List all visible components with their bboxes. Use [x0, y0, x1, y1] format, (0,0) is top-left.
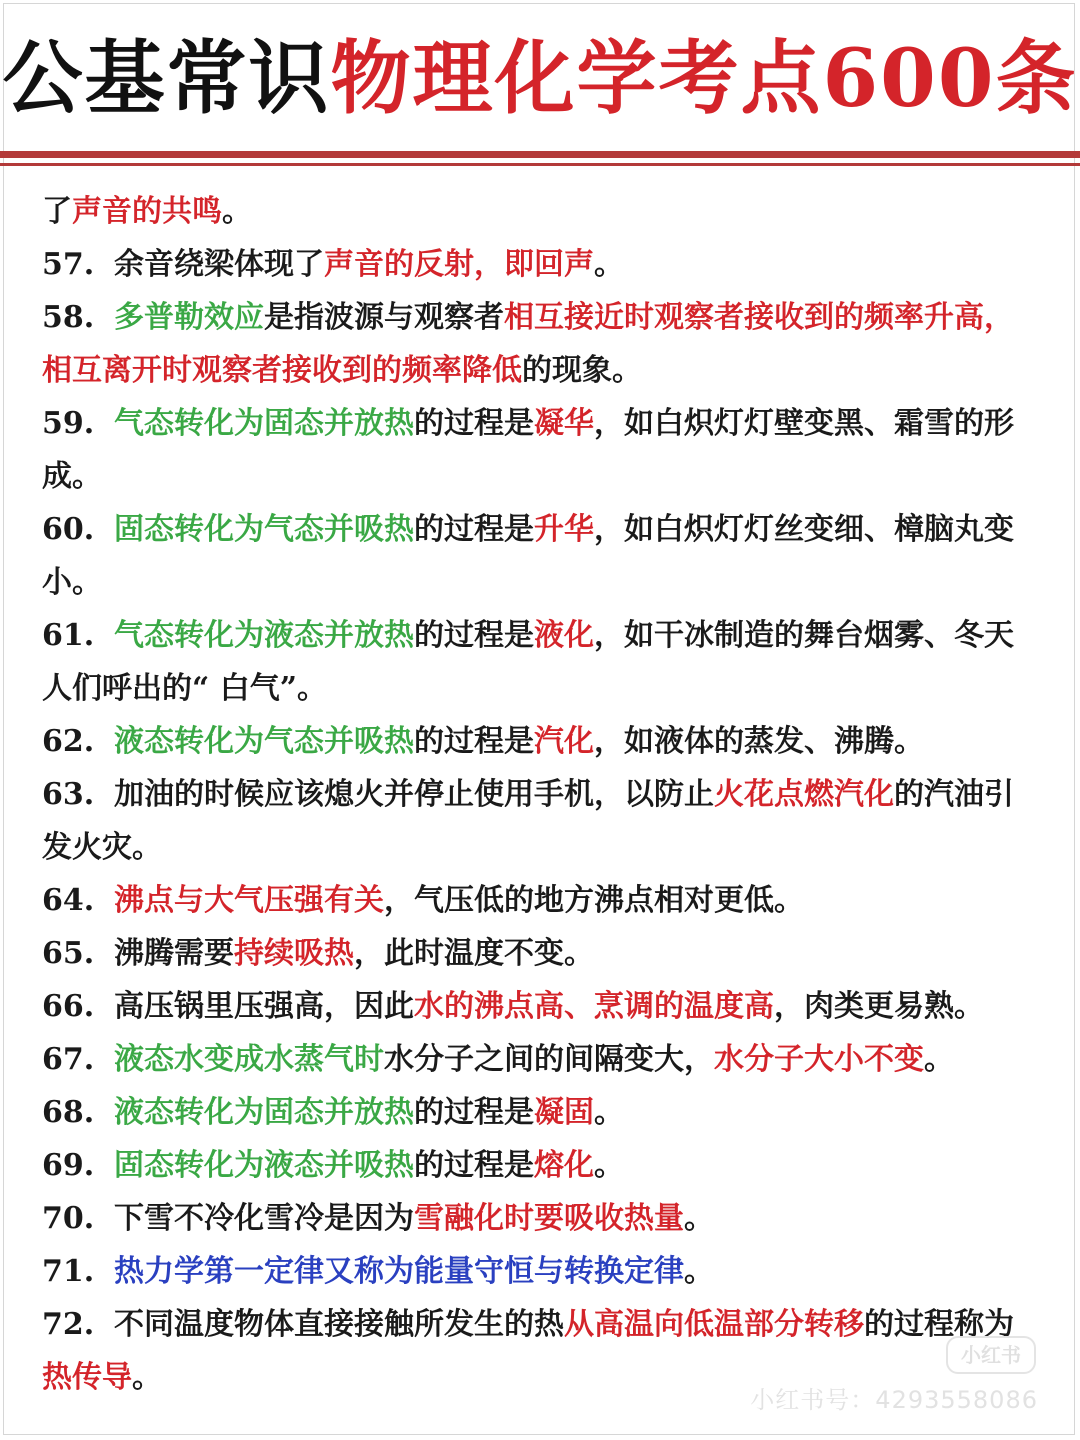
highlight-green: 液态转化为气态并吸热: [114, 724, 414, 759]
highlight-red: 水分子大小不变: [714, 1042, 924, 1077]
highlight-red: 沸点与大气压强有关: [114, 883, 384, 918]
list-item: [42, 768, 1042, 874]
item-number: 65.: [42, 936, 95, 971]
highlight-red: 升华: [534, 512, 594, 547]
item-text: 的过程是: [414, 724, 534, 759]
item-number: 63.: [42, 777, 95, 812]
highlight-green: 固态转化为液态并吸热: [114, 1148, 414, 1183]
item-text: 的过程是: [414, 618, 534, 653]
item-text: 的汽油引发火灾。: [42, 777, 1014, 865]
highlight-red: 火花点燃汽化: [714, 777, 894, 812]
item-number: 60.: [42, 512, 95, 547]
item-text: 的现象。: [522, 353, 642, 388]
item-text: 加油的时候应该熄火并停止使用手机，以防止: [114, 777, 714, 812]
list-item: [42, 609, 1042, 715]
item-text: 的过程是: [414, 1148, 534, 1183]
content-list: [42, 185, 1042, 1404]
item-text: 沸腾需要: [114, 936, 234, 971]
item-number: 62.: [42, 724, 95, 759]
item-text: 。: [594, 1095, 624, 1130]
highlight-green: 气态转化为固态并放热: [114, 406, 414, 441]
item-text: 。: [132, 1360, 162, 1395]
list-item: [42, 927, 1042, 980]
item-number: 58.: [42, 300, 95, 335]
item-text: 。: [684, 1254, 714, 1289]
highlight-red: 汽化: [534, 724, 594, 759]
list-item: [42, 1192, 1042, 1245]
highlight-red: 凝华: [534, 406, 594, 441]
highlight-red: 相互接近时观察者接收到的频率升高，相互离开时观察者接收到的频率降低: [42, 300, 1014, 388]
item-text: 了: [42, 194, 72, 229]
highlight-green: 固态转化为气态并吸热: [114, 512, 414, 547]
highlight-red: 声音的共鸣: [72, 194, 222, 229]
watermark-logo: 小红书: [946, 1336, 1036, 1374]
item-text: 。: [594, 247, 624, 282]
list-item: [42, 291, 1042, 397]
item-number: 70.: [42, 1201, 95, 1236]
highlight-red: 凝固: [534, 1095, 594, 1130]
list-item: [42, 980, 1042, 1033]
header-divider-thin: [0, 163, 1080, 166]
item-text: 的过程是: [414, 512, 534, 547]
list-item: [42, 238, 1042, 291]
highlight-green: 多普勒效应: [114, 300, 264, 335]
list-item: [42, 874, 1042, 927]
header: [0, 0, 1080, 150]
title-part-red: 物理化学考点600条: [330, 31, 1078, 125]
item-number: 71.: [42, 1254, 95, 1289]
item-text: 是指波源与观察者: [264, 300, 504, 335]
watermark-id: 小红书号：4293558086: [750, 1386, 1038, 1414]
highlight-green: 液态转化为固态并放热: [114, 1095, 414, 1130]
item-number: 72.: [42, 1307, 95, 1342]
highlight-green: 液态水变成水蒸气时: [114, 1042, 384, 1077]
item-text: ，肉类更易熟。: [774, 989, 984, 1024]
item-text: 的过程是: [414, 1095, 534, 1130]
highlight-red: 从高温向低温部分转移: [564, 1307, 864, 1342]
list-item: [42, 1033, 1042, 1086]
item-number: 64.: [42, 883, 95, 918]
item-text: 。: [684, 1201, 714, 1236]
highlight-red: 雪融化时要吸收热量: [414, 1201, 684, 1236]
item-number: 67.: [42, 1042, 95, 1077]
list-item: [42, 503, 1042, 609]
item-text: ，如白炽灯灯壁变黑、霜雪的形成。: [42, 406, 1014, 494]
highlight-red: 水的沸点高、烹调的温度高: [414, 989, 774, 1024]
item-text: 。: [222, 194, 252, 229]
highlight-green: 气态转化为液态并放热: [114, 618, 414, 653]
item-number: 68.: [42, 1095, 95, 1130]
list-item: [42, 1086, 1042, 1139]
highlight-blue: 热力学第一定律又称为能量守恒与转换定律: [114, 1254, 684, 1289]
title-part-black: 公基常识: [2, 31, 331, 125]
item-text: 的过程称为: [864, 1307, 1014, 1342]
item-number: 69.: [42, 1148, 95, 1183]
item-text: 高压锅里压强高，因此: [114, 989, 414, 1024]
item-number: 66.: [42, 989, 95, 1024]
item-number: 59.: [42, 406, 95, 441]
list-item: [42, 397, 1042, 503]
highlight-red: 熔化: [534, 1148, 594, 1183]
list-item: [42, 1245, 1042, 1298]
item-text: 。: [924, 1042, 954, 1077]
highlight-red: 热传导: [42, 1360, 132, 1395]
item-text: 的过程是: [414, 406, 534, 441]
highlight-red: 液化: [534, 618, 594, 653]
item-text: ，如干冰制造的舞台烟雾、冬天人们呼出的“ 白气”。: [42, 618, 1014, 706]
list-item: [42, 1139, 1042, 1192]
item-text: 。: [594, 1148, 624, 1183]
highlight-red: 声音的反射，即回声: [324, 247, 594, 282]
item-number: 61.: [42, 618, 95, 653]
list-item: [42, 185, 1042, 238]
page-title: [0, 28, 1080, 128]
item-text: ，气压低的地方沸点相对更低。: [384, 883, 804, 918]
item-text: 下雪不冷化雪冷是因为: [114, 1201, 414, 1236]
item-text: ，如液体的蒸发、沸腾。: [594, 724, 924, 759]
item-text: 水分子之间的间隔变大，: [384, 1042, 714, 1077]
item-text: ，此时温度不变。: [354, 936, 594, 971]
list-item: [42, 715, 1042, 768]
item-text: 不同温度物体直接接触所发生的热: [114, 1307, 564, 1342]
highlight-red: 持续吸热: [234, 936, 354, 971]
item-text: ，如白炽灯灯丝变细、樟脑丸变小。: [42, 512, 1014, 600]
item-text: 余音绕梁体现了: [114, 247, 324, 282]
item-number: 57.: [42, 247, 95, 282]
header-divider-thick: [0, 151, 1080, 158]
